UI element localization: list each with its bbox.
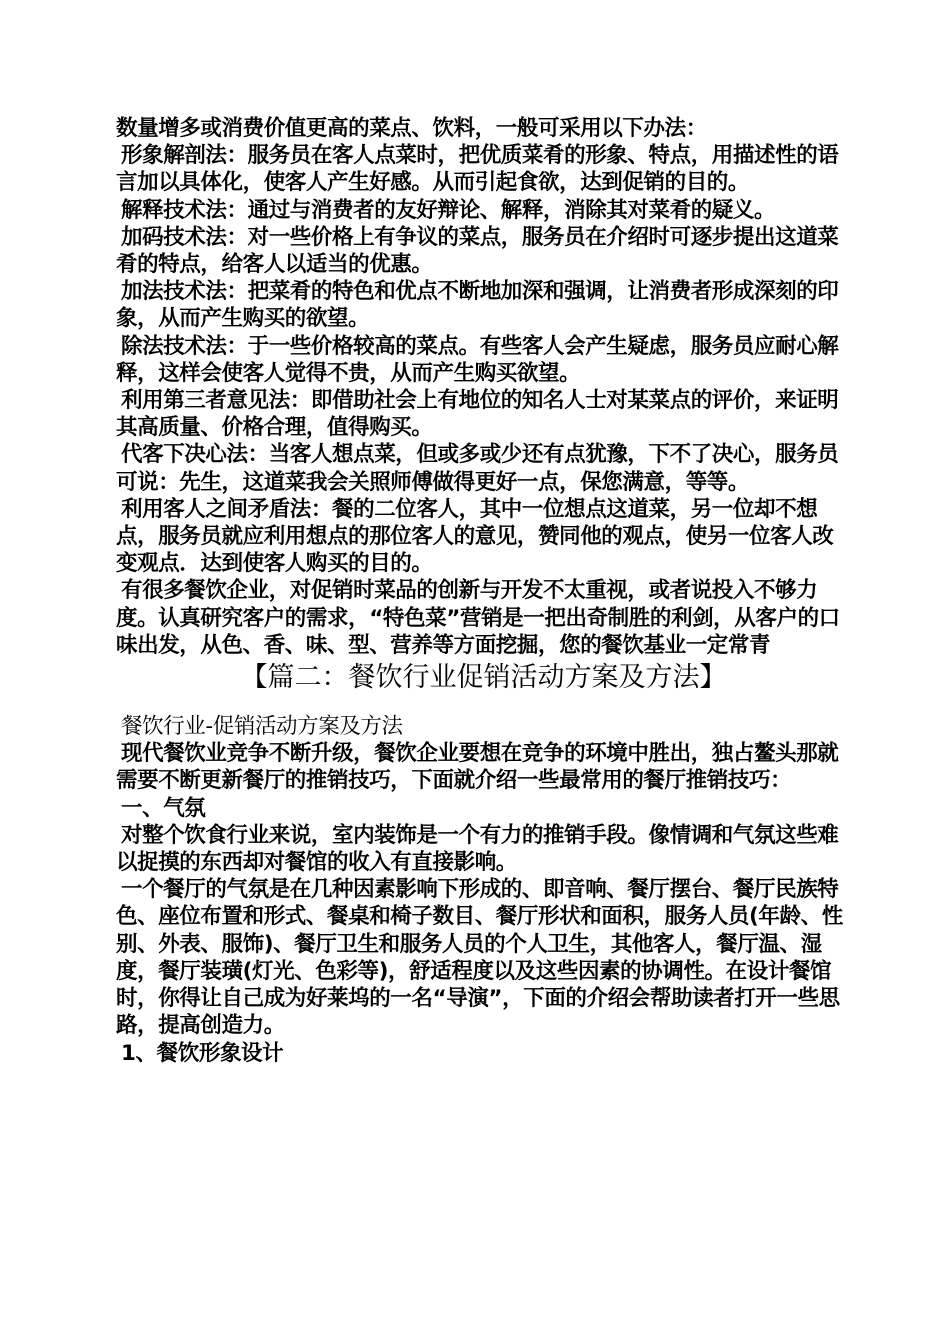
paragraph-atmosphere-factors: 一个餐厅的气氛是在几种因素影响下形成的、即音响、餐厅摆台、餐厅民族特色、座位布置和形式、餐桌和椅子数目、餐厅形状和面积，服务人员(年龄、性别、外表、服饰)、餐厅卫生和服务人员的个人卫生，其他客人，餐厅温、湿度，餐厅装璜(灯光、色彩等)，舒适程度以及这些因素的协调性。在设计餐馆时，你得让自己成为好莱坞的一名“导演”，下面的介绍会帮助读者打开一些思路，提高创造力。: [116, 877, 843, 1039]
paragraph-image-analysis-method: 形象解剖法：服务员在客人点菜时，把优质菜肴的形象、特点，用描述性的语言加以具体化，使客人产生好感。从而引起食欲，达到促销的目的。: [116, 143, 839, 196]
paragraph-explanation-method: 解释技术法：通过与消费者的友好辩论、解释，消除其对菜肴的疑义。: [121, 197, 776, 223]
paragraph-interior-decoration: 对整个饮食行业来说，室内装饰是一个有力的推销手段。像情调和气氛这些难以捉摸的东西却对餐馆的收入有直接影响。: [116, 822, 839, 876]
section-subtitle: 餐饮行业-促销活动方案及方法: [121, 714, 403, 740]
paragraph-third-party-method: 利用第三者意见法：即借助社会上有地位的知名人士对某菜点的评价，来证明其高质量、价格合理，值得购买。: [116, 388, 839, 441]
paragraph-addition-method: 加法技术法：把菜肴的特色和优点不断地加深和强调，让消费者形成深刻的印象，从而产生购买的欲望。: [116, 279, 839, 332]
paragraph-bonus-method: 加码技术法：对一些价格上有争议的菜点，服务员在介绍时可逐步提出这道菜肴的特点，给客人以适当的优惠。: [116, 224, 839, 278]
paragraph-competition: 现代餐饮业竞争不断升级，餐饮企业要想在竞争的环境中胜出，独占鳌头那就需要不断更新餐厅的推销技巧，下面就介绍一些最常用的餐厅推销技巧：: [116, 741, 839, 794]
paragraph-guest-conflict-method: 利用客人之间矛盾法：餐的二位客人，其中一位想点这道菜，另一位却不想点，服务员就应利用想点的那位客人的意见，赞同他的观点，使另一位客人改变观点．达到使客人购买的目的。: [116, 496, 834, 577]
paragraph-intro: 数量增多或消费价值更高的菜点、饮料，一般可采用以下办法：: [116, 116, 707, 141]
paragraph-specialty-dish-marketing: 有很多餐饮企业，对促销时菜品的创新与开发不太重视，或者说投入不够力度。认真研究客户的需求，“特色菜”营销是一把出奇制胜的利剑，从客户的口味出发，从色、香、味、型、营养等方面挖掘，您的餐饮基业一定常青: [116, 578, 840, 658]
section-heading: 【篇二：餐饮行业促销活动方案及方法】: [240, 662, 727, 694]
paragraph-decide-for-guest-method: 代客下决心法：当客人想点菜，但或多或少还有点犹豫，下不了决心，服务员可说：先生，这道菜我会关照师傅做得更好一点，保您满意，等等。: [116, 442, 839, 495]
list-heading-image-design: 1、餐饮形象设计: [121, 1040, 284, 1066]
paragraph-division-method: 除法技术法：于一些价格较高的菜点。有些客人会产生疑虑，服务员应耐心解释，这样会使客人觉得不贵，从而产生购买欲望。: [116, 333, 839, 386]
document-body: [116, 115, 851, 1067]
list-heading-atmosphere: 一、气氛: [121, 795, 206, 821]
